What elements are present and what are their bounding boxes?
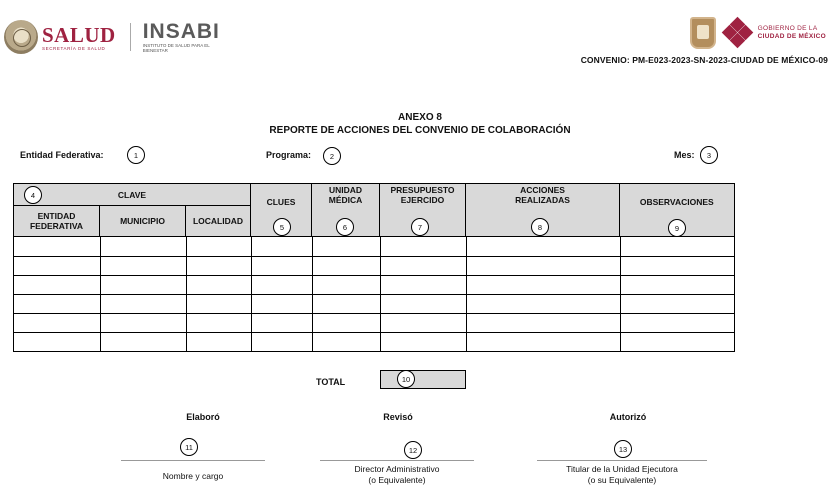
logo-divider	[130, 23, 131, 51]
report-table	[13, 183, 735, 352]
mes-marker: 3	[700, 146, 718, 164]
reviso-marker: 12	[404, 441, 422, 459]
cdmx-line1: GOBIERNO DE LA	[757, 25, 818, 32]
clave-header-label: CLAVE	[117, 189, 147, 200]
report-title: REPORTE DE ACCIONES DEL CONVENIO DE COLABORACIÓN	[269, 125, 571, 136]
insabi-logo-text: INSABI	[142, 20, 220, 43]
reviso-label: Revisó	[383, 412, 413, 422]
insabi-logo-subtitle: INSTITUTO DE SALUD PARA EL BIENESTAR	[142, 43, 210, 53]
clues-marker: 5	[273, 218, 291, 236]
cdmx-shield-icon	[690, 17, 716, 49]
mes-label: Mes:	[674, 150, 695, 160]
elaboro-signature-line	[121, 460, 265, 461]
autorizo-title-line1: Titular de la Unidad Ejecutora	[566, 464, 678, 474]
clave-header	[14, 184, 251, 206]
municipio-header-label: MUNICIPIO	[120, 216, 165, 226]
convenio-number: CONVENIO: PM-E023-2023-SN-2023-CIUDAD DE MÉXICO-09	[580, 55, 828, 65]
salud-logo	[42, 24, 116, 51]
presupuesto-marker: 7	[411, 218, 429, 236]
entidad-label: Entidad Federativa:	[20, 150, 104, 160]
header-right-logos	[690, 14, 826, 52]
municipio-header	[100, 206, 186, 237]
programa-label: Programa:	[266, 150, 312, 160]
table-row	[14, 313, 734, 314]
reviso-title-line2: (o Equivalente)	[368, 475, 426, 485]
insabi-logo	[143, 21, 220, 53]
autorizo-marker: 13	[614, 440, 632, 458]
clave-marker: 4	[24, 186, 42, 204]
autorizo-title-line2: (o su Equivalente)	[587, 475, 657, 485]
acciones-header-label: ACCIONES REALIZADAS	[515, 185, 570, 205]
autorizo-label: Autorizó	[609, 412, 647, 422]
programa-marker: 2	[323, 147, 341, 165]
clues-header-label: CLUES	[266, 197, 296, 207]
total-label: TOTAL	[316, 377, 346, 387]
elaboro-name: Nombre y cargo	[162, 471, 224, 481]
total-box	[380, 370, 466, 389]
cdmx-line2: CIUDAD DE MÉXICO	[757, 33, 826, 40]
total-marker: 10	[397, 370, 415, 388]
table-row	[14, 275, 734, 276]
localidad-header	[186, 206, 251, 237]
salud-logo-text: SALUD	[42, 22, 116, 47]
mexico-seal-icon	[4, 20, 38, 54]
anexo-title: ANEXO 8	[398, 112, 442, 123]
table-row	[14, 256, 734, 257]
salud-logo-subtitle: SECRETARÍA DE SALUD	[42, 45, 106, 51]
header-left-logos	[4, 16, 220, 58]
acciones-marker: 8	[531, 218, 549, 236]
reviso-signature-line	[320, 460, 474, 461]
table-row	[14, 332, 734, 333]
observaciones-marker: 9	[668, 219, 686, 237]
presupuesto-header-label: PRESUPUESTO EJERCIDO	[390, 185, 455, 205]
entidad-header	[14, 206, 100, 237]
unidad-header-label: UNIDAD MÉDICA	[328, 185, 363, 205]
observaciones-header-label: OBSERVACIONES	[639, 197, 714, 207]
elaboro-marker: 11	[180, 438, 198, 456]
elaboro-label: Elaboró	[186, 412, 220, 422]
localidad-header-label: LOCALIDAD	[192, 216, 244, 226]
entidad-marker: 1	[127, 146, 145, 164]
autorizo-signature-line	[537, 460, 707, 461]
reviso-title-line1: Director Administrativo	[354, 464, 440, 474]
entidad-header-label: ENTIDAD FEDERATIVA	[29, 211, 84, 231]
table-row	[14, 294, 734, 295]
cdmx-logo-icon	[724, 19, 752, 47]
unidad-marker: 6	[336, 218, 354, 236]
cdmx-logo-text	[758, 25, 826, 41]
